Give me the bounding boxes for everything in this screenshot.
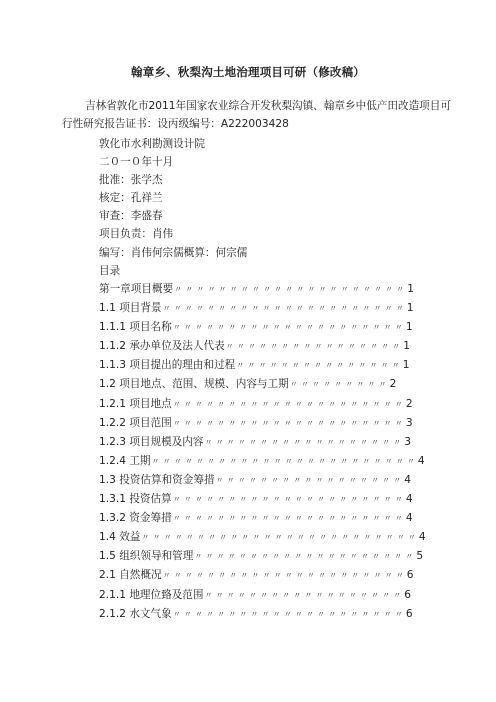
toc-leader: 〃〃〃〃〃〃〃〃〃〃〃〃〃〃〃〃〃〃〃〃 xyxy=(194,552,417,562)
toc-leader: 〃〃〃〃〃〃〃〃〃〃〃〃〃〃〃〃〃〃〃〃〃 xyxy=(172,495,406,505)
toc-entry-label: 2.1.2 水文气象 xyxy=(99,607,172,620)
toc-entry-label: 1.3 投资估算和资金筹措 xyxy=(99,473,215,486)
toc-entry-label: 1.1 项目背景 xyxy=(99,302,162,315)
toc-page-number: 6 xyxy=(405,607,413,620)
toc-page-number: 1 xyxy=(402,359,410,372)
toc-leader: 〃〃〃〃〃〃〃〃〃〃〃〃〃〃〃〃〃〃〃〃〃 xyxy=(172,609,406,619)
toc-entry[interactable] xyxy=(99,452,459,471)
toc-entry-label: 1.2.2 项目范围 xyxy=(99,416,172,429)
toc-entry-label: 2.1 自然概况 xyxy=(99,569,162,582)
toc-entry[interactable] xyxy=(99,356,459,375)
toc-leader: 〃〃〃〃〃〃〃〃〃〃〃〃〃〃〃〃〃〃〃〃〃〃〃〃 xyxy=(151,456,418,466)
toc-page-number: 3 xyxy=(405,416,413,429)
document-title: 翰章乡、秋梨沟土地治理项目可研（修改稿） xyxy=(131,65,365,79)
table-of-contents xyxy=(99,280,459,624)
toc-page-number: 4 xyxy=(418,531,426,544)
toc-entry-label: 1.3.2 资金筹措 xyxy=(99,512,172,525)
toc-page-number: 1 xyxy=(405,321,413,334)
toc-leader: 〃〃〃〃〃〃〃〃〃〃〃〃〃〃〃〃〃〃〃〃〃 xyxy=(172,323,406,333)
toc-page-number: 2 xyxy=(405,397,413,410)
toc-entry[interactable] xyxy=(99,299,459,318)
toc-leader: 〃〃〃〃〃〃〃〃〃〃〃〃〃〃〃〃〃〃〃〃〃 xyxy=(172,399,406,409)
toc-entry-label: 2.1.1 地理位臵及范围 xyxy=(99,588,204,601)
project-lead-line: 项目负责：肖伟 xyxy=(99,228,174,241)
toc-entry-label: 第一章项目概要 xyxy=(99,283,174,295)
toc-entry[interactable] xyxy=(99,547,459,566)
toc-leader: 〃〃〃〃〃〃〃〃〃〃〃〃〃〃〃〃〃〃〃〃〃〃 xyxy=(162,571,407,581)
toc-entry-label: 1.2.4 工期 xyxy=(99,454,151,467)
toc-entry-label: 1.2 项目地点、范围、规模、内容与工期 xyxy=(99,378,289,391)
toc-leader: 〃〃〃〃〃〃〃〃〃〃〃〃〃〃〃〃 xyxy=(225,342,404,352)
toc-page-number: 6 xyxy=(404,588,412,601)
toc-leader: 〃〃〃〃〃〃〃〃〃〃〃〃〃〃〃〃〃〃〃〃〃 xyxy=(174,285,408,294)
toc-leader: 〃〃〃〃〃〃〃〃〃〃〃〃〃〃〃〃〃〃 xyxy=(204,437,405,447)
toc-entry-label: 1.2.1 项目地点 xyxy=(99,397,172,410)
toc-entry[interactable] xyxy=(99,280,459,299)
toc-entry[interactable] xyxy=(99,566,459,585)
toc-page-number: 1 xyxy=(403,340,411,353)
toc-page-number: 1 xyxy=(407,283,415,295)
toc-entry[interactable] xyxy=(99,414,459,433)
toc-entry-label: 1.2.3 项目规模及内容 xyxy=(99,435,204,448)
toc-leader: 〃〃〃〃〃〃〃〃〃〃〃〃〃〃〃〃〃 xyxy=(215,475,405,485)
toc-entry[interactable] xyxy=(99,586,459,605)
toc-entry-label: 1.4 效益 xyxy=(99,531,141,544)
reviewer-line: 审查：李盛春 xyxy=(99,210,163,223)
toc-page-number: 4 xyxy=(417,454,425,467)
toc-entry-label: 1.1.1 项目名称 xyxy=(99,321,172,334)
toc-page-number: 5 xyxy=(416,550,424,563)
toc-leader: 〃〃〃〃〃〃〃〃〃〃〃〃〃〃〃〃〃〃〃〃〃〃〃〃〃 xyxy=(141,533,419,543)
toc-entry[interactable] xyxy=(99,528,459,547)
toc-leader: 〃〃〃〃〃〃〃〃〃〃〃〃〃〃〃〃〃〃 xyxy=(204,590,405,600)
credits-block xyxy=(99,135,459,280)
verifier-line: 核定：孔祥兰 xyxy=(99,192,163,205)
toc-page-number: 4 xyxy=(405,493,413,506)
toc-entry-label: 1.1.3 项目提出的理由和过程 xyxy=(99,359,236,372)
toc-entry[interactable] xyxy=(99,471,459,490)
toc-entry-label: 1.1.2 承办单位及法人代表 xyxy=(99,340,225,353)
toc-page-number: 2 xyxy=(389,378,397,391)
toc-entry[interactable] xyxy=(99,395,459,414)
toc-page-number: 4 xyxy=(405,512,413,525)
toc-leader: 〃〃〃〃〃〃〃〃〃〃〃〃〃〃〃〃〃〃〃〃〃 xyxy=(172,418,406,428)
toc-entry[interactable] xyxy=(99,509,459,528)
toc-entry-label: 1.5 组织领导和管理 xyxy=(99,550,194,563)
toc-page-number: 3 xyxy=(404,435,412,448)
toc-leader: 〃〃〃〃〃〃〃〃〃 xyxy=(289,380,390,390)
approver-line: 批准：张学杰 xyxy=(99,174,163,187)
toc-page-number: 4 xyxy=(404,473,412,486)
toc-page-number: 6 xyxy=(406,569,414,582)
toc-entry[interactable] xyxy=(99,318,459,337)
toc-entry[interactable] xyxy=(99,337,459,356)
toc-leader: 〃〃〃〃〃〃〃〃〃〃〃〃〃〃〃〃〃〃〃〃〃 xyxy=(172,514,406,524)
authors-line: 编写：肖伟何宗儒概算：何宗儒 xyxy=(99,246,248,259)
toc-entry[interactable] xyxy=(99,605,459,624)
toc-heading: 目录 xyxy=(99,264,121,277)
toc-entry[interactable] xyxy=(99,375,459,394)
toc-leader: 〃〃〃〃〃〃〃〃〃〃〃〃〃〃〃 xyxy=(236,361,403,371)
toc-leader: 〃〃〃〃〃〃〃〃〃〃〃〃〃〃〃〃〃〃〃〃〃〃 xyxy=(162,304,407,314)
toc-entry[interactable] xyxy=(99,433,459,452)
date-line: 二０一０年十月 xyxy=(99,156,174,169)
intro-paragraph: 吉林省敦化市2011年国家农业综合开发秋梨沟镇、翰章乡中低产田改造项目可行性研究报告证书：设丙级编号：A222003428 xyxy=(62,100,451,130)
toc-page-number: 1 xyxy=(406,302,414,315)
toc-entry[interactable] xyxy=(99,490,459,509)
toc-entry-label: 1.3.1 投资估算 xyxy=(99,493,172,506)
design-institute-line: 敦化市水利勘测设计院 xyxy=(99,138,205,150)
